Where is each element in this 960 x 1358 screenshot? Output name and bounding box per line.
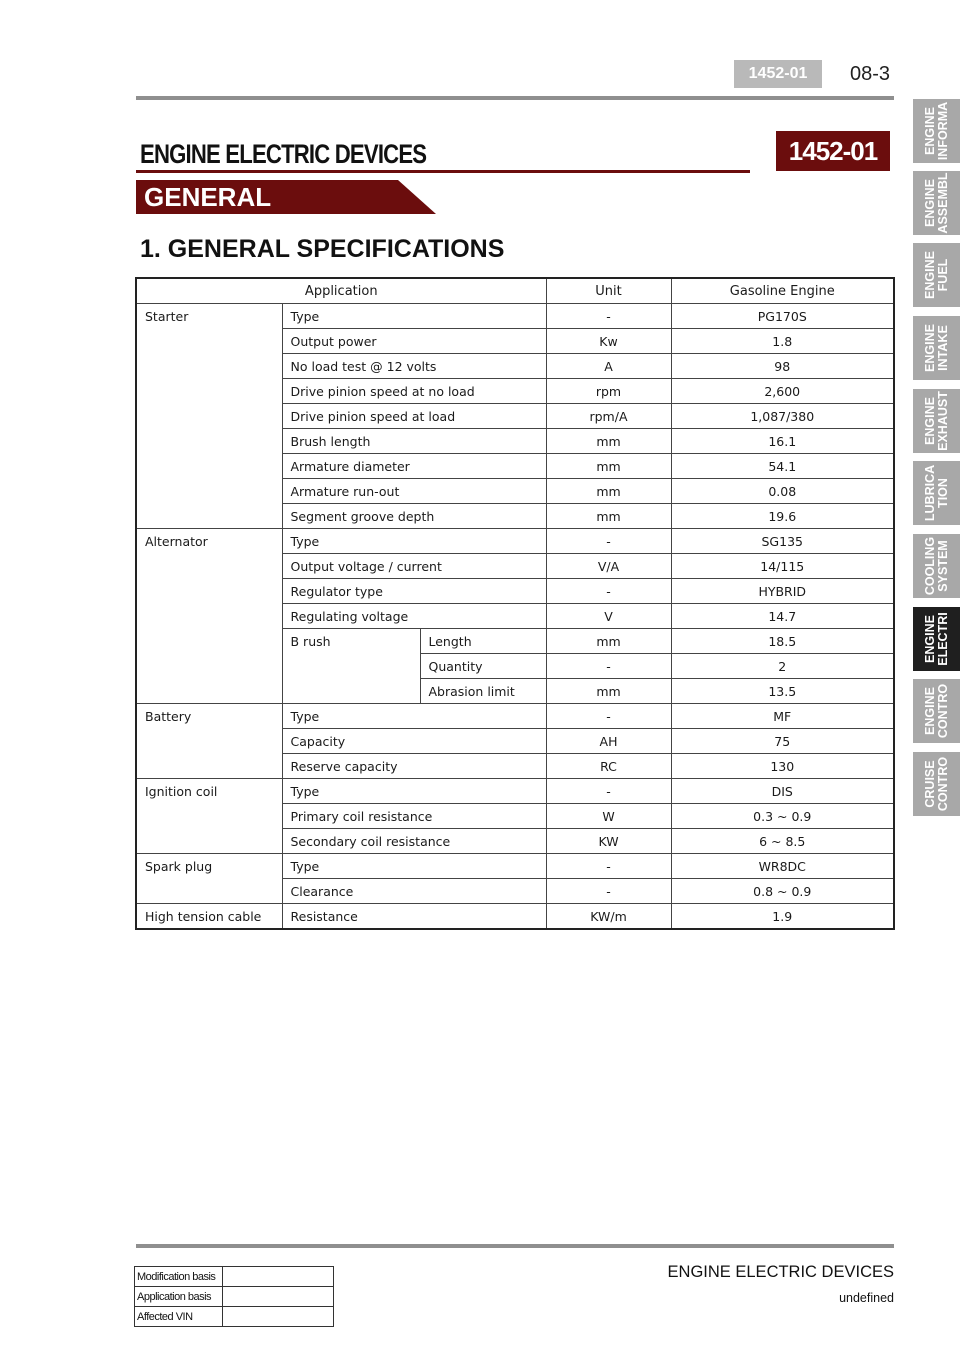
- cell-unit: V: [546, 604, 671, 629]
- cell-item: Quantity: [420, 654, 546, 679]
- cell-item: Clearance: [282, 879, 546, 904]
- cell-item: Type: [282, 779, 546, 804]
- cell-unit: -: [546, 854, 671, 879]
- cell-item: Output power: [282, 329, 546, 354]
- cell-value: 1.9: [671, 904, 894, 930]
- side-tab-label: ENGINE ASSEMBL: [922, 172, 950, 234]
- side-tab-engine-electric[interactable]: [913, 607, 960, 671]
- cell-unit: -: [546, 654, 671, 679]
- cell-unit: KW/m: [546, 904, 671, 930]
- group-spark-plug: Spark plug: [136, 854, 282, 904]
- footer-subtitle: undefined: [839, 1291, 894, 1305]
- table-header-row: [136, 278, 894, 304]
- side-tab-engine-intake[interactable]: [913, 316, 960, 380]
- cell-unit: V/A: [546, 554, 671, 579]
- cell-value: 54.1: [671, 454, 894, 479]
- side-tab-engine-information[interactable]: [913, 99, 960, 163]
- table-row: [136, 904, 894, 930]
- cell-unit: RC: [546, 754, 671, 779]
- group-ignition-coil: Ignition coil: [136, 779, 282, 854]
- cell-item: Regulating voltage: [282, 604, 546, 629]
- cell-value: PG170S: [671, 304, 894, 329]
- cell-unit: mm: [546, 454, 671, 479]
- side-tab-cruise-control[interactable]: [913, 752, 960, 816]
- cell-item: Capacity: [282, 729, 546, 754]
- cell-value: 75: [671, 729, 894, 754]
- info-value: [223, 1307, 334, 1327]
- cell-value: 14.7: [671, 604, 894, 629]
- cell-item: Armature run-out: [282, 479, 546, 504]
- side-tab-engine-exhaust[interactable]: [913, 389, 960, 453]
- cell-value: 0.8 ~ 0.9: [671, 879, 894, 904]
- cell-value: 98: [671, 354, 894, 379]
- cell-value: 6 ~ 8.5: [671, 829, 894, 854]
- header-code-badge: 1452-01: [734, 60, 822, 88]
- cell-item: Reserve capacity: [282, 754, 546, 779]
- cell-value: HYBRID: [671, 579, 894, 604]
- side-tab-engine-control[interactable]: [913, 679, 960, 743]
- section-title: 1. GENERAL SPECIFICATIONS: [140, 235, 505, 263]
- side-tab-label: LUBRICA TION: [922, 464, 950, 522]
- info-label: Affected VIN: [135, 1307, 223, 1327]
- cell-unit: -: [546, 579, 671, 604]
- cell-unit: mm: [546, 629, 671, 654]
- cell-item: Type: [282, 529, 546, 554]
- cell-value: SG135: [671, 529, 894, 554]
- cell-unit: rpm: [546, 379, 671, 404]
- cell-item: Abrasion limit: [420, 679, 546, 704]
- table-row: [135, 1267, 334, 1287]
- cell-unit: -: [546, 529, 671, 554]
- side-tab-label: ENGINE ELECTRI: [922, 612, 950, 666]
- cell-item: Secondary coil resistance: [282, 829, 546, 854]
- cell-unit: KW: [546, 829, 671, 854]
- header-gasoline-engine: Gasoline Engine: [671, 278, 894, 304]
- table-row: [136, 779, 894, 804]
- side-tab-label: ENGINE FUEL: [922, 251, 950, 299]
- bottom-divider: [136, 1244, 894, 1248]
- side-tab-label: ENGINE INTAKE: [922, 324, 950, 372]
- cell-unit: A: [546, 354, 671, 379]
- cell-unit: -: [546, 304, 671, 329]
- header-unit: Unit: [546, 278, 671, 304]
- group-alternator: Alternator: [136, 529, 282, 704]
- table-row: [136, 529, 894, 554]
- cell-value: 1.8: [671, 329, 894, 354]
- info-value: [223, 1267, 334, 1287]
- page-number: 08-3: [850, 63, 891, 85]
- info-label: Modification basis: [135, 1267, 223, 1287]
- cell-value: MF: [671, 704, 894, 729]
- cell-unit: Kw: [546, 329, 671, 354]
- group-battery: Battery: [136, 704, 282, 779]
- subgroup-brush: B rush: [282, 629, 420, 704]
- group-high-tension-cable: High tension cable: [136, 904, 282, 930]
- cell-item: Regulator type: [282, 579, 546, 604]
- side-tab-label: ENGINE INFORMA: [922, 101, 950, 161]
- title-code-badge: 1452-01: [776, 131, 890, 171]
- cell-unit: -: [546, 704, 671, 729]
- group-starter: Starter: [136, 304, 282, 529]
- cell-value: 19.6: [671, 504, 894, 529]
- info-value: [223, 1287, 334, 1307]
- banner-label: GENERAL: [144, 182, 272, 212]
- cell-value: 0.3 ~ 0.9: [671, 804, 894, 829]
- cell-item: Type: [282, 854, 546, 879]
- cell-value: 130: [671, 754, 894, 779]
- cell-item: Drive pinion speed at no load: [282, 379, 546, 404]
- cell-unit: mm: [546, 504, 671, 529]
- cell-unit: mm: [546, 479, 671, 504]
- cell-item: Type: [282, 704, 546, 729]
- footer-title: ENGINE ELECTRIC DEVICES: [667, 1263, 894, 1281]
- cell-item: No load test @ 12 volts: [282, 354, 546, 379]
- side-tab-engine-fuel[interactable]: [913, 243, 960, 307]
- table-row: [135, 1287, 334, 1307]
- cell-value: DIS: [671, 779, 894, 804]
- side-tab-lubrication[interactable]: [913, 461, 960, 525]
- cell-item: Brush length: [282, 429, 546, 454]
- cell-unit: W: [546, 804, 671, 829]
- info-label: Application basis: [135, 1287, 223, 1307]
- cell-value: 16.1: [671, 429, 894, 454]
- table-row: [135, 1307, 334, 1327]
- revision-info-table: [134, 1266, 334, 1327]
- cell-unit: mm: [546, 679, 671, 704]
- page-title: ENGINE ELECTRIC DEVICES: [140, 139, 427, 169]
- side-tab-label: ENGINE EXHAUST: [922, 391, 950, 451]
- table-row: [136, 304, 894, 329]
- side-tab-cooling-system[interactable]: [913, 534, 960, 598]
- cell-item: Segment groove depth: [282, 504, 546, 529]
- cell-value: 2: [671, 654, 894, 679]
- side-tab-engine-assembly[interactable]: [913, 171, 960, 235]
- cell-unit: rpm/A: [546, 404, 671, 429]
- cell-item: Armature diameter: [282, 454, 546, 479]
- side-tab-label: CRUISE CONTRO: [922, 756, 950, 812]
- cell-unit: -: [546, 879, 671, 904]
- cell-value: 18.5: [671, 629, 894, 654]
- cell-value: 2,600: [671, 379, 894, 404]
- spec-table: [135, 277, 895, 930]
- cell-value: 1,087/380: [671, 404, 894, 429]
- title-underline: [136, 170, 750, 173]
- cell-value: 14/115: [671, 554, 894, 579]
- cell-unit: -: [546, 779, 671, 804]
- cell-value: 13.5: [671, 679, 894, 704]
- top-divider: [136, 96, 894, 100]
- table-row: [136, 854, 894, 879]
- cell-unit: mm: [546, 429, 671, 454]
- general-banner: [136, 180, 436, 214]
- cell-value: WR8DC: [671, 854, 894, 879]
- cell-item: Length: [420, 629, 546, 654]
- cell-item: Resistance: [282, 904, 546, 930]
- header-application: Application: [136, 278, 546, 304]
- table-row: [136, 704, 894, 729]
- side-tab-label: COOLING SYSTEM: [922, 536, 950, 596]
- cell-item: Drive pinion speed at load: [282, 404, 546, 429]
- side-tab-label: ENGINE CONTRO: [922, 683, 950, 739]
- cell-item: Output voltage / current: [282, 554, 546, 579]
- cell-unit: AH: [546, 729, 671, 754]
- cell-item: Primary coil resistance: [282, 804, 546, 829]
- cell-value: 0.08: [671, 479, 894, 504]
- cell-item: Type: [282, 304, 546, 329]
